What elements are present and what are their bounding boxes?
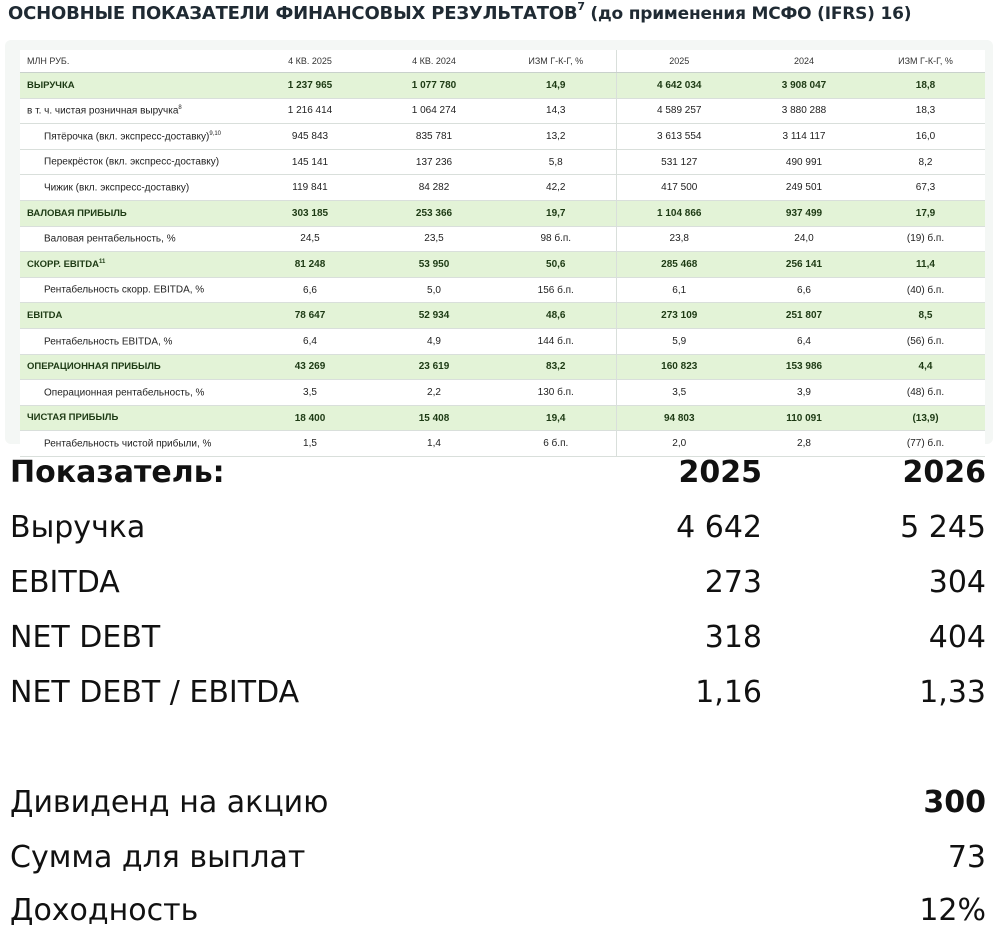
forecast-value-2025: 4 642 <box>676 510 762 545</box>
table-cell: 94 803 <box>616 405 742 431</box>
title-footnote: 7 <box>577 0 585 13</box>
table-cell: 6,6 <box>248 277 372 303</box>
row-label-text: Операционная рентабельность, % <box>44 387 205 399</box>
row-label <box>20 277 248 303</box>
table-cell: 3 908 047 <box>742 73 866 99</box>
table-row <box>20 405 985 431</box>
table-cell: 2,0 <box>616 431 742 457</box>
column-header: ИЗМ Г-К-Г, % <box>496 50 616 73</box>
table-cell: 5,0 <box>372 277 496 303</box>
column-header: 2025 <box>616 50 742 73</box>
table-cell: 153 986 <box>742 354 866 380</box>
table-cell: 15 408 <box>372 405 496 431</box>
table-cell: 23,8 <box>616 226 742 252</box>
table-cell: 251 807 <box>742 303 866 329</box>
row-label <box>20 226 248 252</box>
row-label-text: ОПЕРАЦИОННАЯ ПРИБЫЛЬ <box>27 361 161 373</box>
table-cell: 3 880 288 <box>742 98 866 124</box>
forecast-value-2025: 318 <box>704 620 762 655</box>
table-cell: 249 501 <box>742 175 866 201</box>
row-label <box>20 380 248 406</box>
column-header: МЛН РУБ. <box>20 50 248 73</box>
table-cell: 110 091 <box>742 405 866 431</box>
table-cell: 6 б.п. <box>496 431 616 457</box>
row-label <box>20 328 248 354</box>
table-cell: 4,4 <box>866 354 985 380</box>
row-label-text: Валовая рентабельность, % <box>44 233 176 245</box>
table-cell: 6,4 <box>248 328 372 354</box>
table-cell: 18,3 <box>866 98 985 124</box>
table-cell: 137 236 <box>372 149 496 175</box>
table-cell: (13,9) <box>866 405 985 431</box>
table-row <box>20 252 985 278</box>
payout-amount-label: Сумма для выплат <box>10 840 306 875</box>
table-cell: 4,9 <box>372 328 496 354</box>
table-cell: 42,2 <box>496 175 616 201</box>
row-label-text: СКОРР. EBITDA <box>27 259 99 271</box>
table-row <box>20 277 985 303</box>
table-cell: 3,5 <box>616 380 742 406</box>
dividend-yield-value: 12% <box>919 893 986 928</box>
table-row <box>20 226 985 252</box>
table-cell: 1 104 866 <box>616 200 742 226</box>
table-row <box>20 303 985 329</box>
table-cell: 303 185 <box>248 200 372 226</box>
forecast-row-label: EBITDA <box>10 565 120 600</box>
table-cell: (40) б.п. <box>866 277 985 303</box>
footnote-marker: 11 <box>98 258 106 265</box>
forecast-value-2025: 273 <box>704 565 762 600</box>
table-cell: 4 642 034 <box>616 73 742 99</box>
table-cell: 48,6 <box>496 303 616 329</box>
table-cell: 23 619 <box>372 354 496 380</box>
table-cell: 1 216 414 <box>248 98 372 124</box>
table-cell: 16,0 <box>866 124 985 150</box>
table-cell: 18,8 <box>866 73 985 99</box>
table-row <box>20 431 985 457</box>
table-cell: (77) б.п. <box>866 431 985 457</box>
row-label-text: ЧИСТАЯ ПРИБЫЛЬ <box>27 412 119 424</box>
payout-amount-value: 73 <box>947 840 986 875</box>
row-label <box>20 405 248 431</box>
table-cell: 11,4 <box>866 252 985 278</box>
table-cell: 50,6 <box>496 252 616 278</box>
table-cell: 52 934 <box>372 303 496 329</box>
table-row <box>20 200 985 226</box>
table-row <box>20 73 985 99</box>
table-cell: 1 077 780 <box>372 73 496 99</box>
table-cell: 145 141 <box>248 149 372 175</box>
column-header: 4 КВ. 2024 <box>372 50 496 73</box>
table-cell: 43 269 <box>248 354 372 380</box>
table-cell: 3,5 <box>248 380 372 406</box>
dividend-per-share-label: Дивиденд на акцию <box>10 785 329 820</box>
table-cell: 17,9 <box>866 200 985 226</box>
forecast-row-label: NET DEBT <box>10 620 161 655</box>
table-cell: 6,4 <box>742 328 866 354</box>
table-cell: 6,1 <box>616 277 742 303</box>
table-cell: 3 613 554 <box>616 124 742 150</box>
table-row <box>20 149 985 175</box>
table-row <box>20 328 985 354</box>
table-cell: 24,5 <box>248 226 372 252</box>
forecast-header-2026: 2026 <box>902 455 986 490</box>
row-label-text: Рентабельность скорр. EBITDA, % <box>44 284 205 296</box>
row-label-text: Чижик (вкл. экспресс-доставку) <box>44 182 190 194</box>
financial-results-table <box>20 50 985 457</box>
forecast-row-label: Выручка <box>10 510 146 545</box>
table-cell: 130 б.п. <box>496 380 616 406</box>
row-label <box>20 303 248 329</box>
table-cell: 5,9 <box>616 328 742 354</box>
table-cell: 8,5 <box>866 303 985 329</box>
row-label <box>20 98 248 124</box>
table-cell: 119 841 <box>248 175 372 201</box>
table-cell: 78 647 <box>248 303 372 329</box>
title-subtitle: (до применения МСФО (IFRS) 16) <box>590 4 912 24</box>
table-cell: 1 237 965 <box>248 73 372 99</box>
row-label <box>20 252 248 278</box>
table-cell: 81 248 <box>248 252 372 278</box>
row-label <box>20 73 248 99</box>
row-label <box>20 175 248 201</box>
column-header: 2024 <box>742 50 866 73</box>
table-cell: 835 781 <box>372 124 496 150</box>
table-cell: 285 468 <box>616 252 742 278</box>
forecast-value-2026: 1,33 <box>919 675 986 710</box>
table-cell: 67,3 <box>866 175 985 201</box>
table-cell: 8,2 <box>866 149 985 175</box>
table-cell: 3,9 <box>742 380 866 406</box>
forecast-header-label: Показатель: <box>10 455 225 490</box>
row-label-text: ВЫРУЧКА <box>27 79 75 91</box>
table-cell: 256 141 <box>742 252 866 278</box>
footnote-marker: 9,10 <box>209 130 222 137</box>
table-cell: 84 282 <box>372 175 496 201</box>
table-cell: 144 б.п. <box>496 328 616 354</box>
column-header: ИЗМ Г-К-Г, % <box>866 50 985 73</box>
table-cell: 13,2 <box>496 124 616 150</box>
table-row <box>20 354 985 380</box>
row-label <box>20 124 248 150</box>
table-cell: 490 991 <box>742 149 866 175</box>
page-title <box>8 2 911 28</box>
table-cell: 273 109 <box>616 303 742 329</box>
table-cell: 4 589 257 <box>616 98 742 124</box>
table-cell: 23,5 <box>372 226 496 252</box>
table-cell: 1,5 <box>248 431 372 457</box>
table-cell: 160 823 <box>616 354 742 380</box>
table-cell: 14,9 <box>496 73 616 99</box>
forecast-value-2026: 5 245 <box>900 510 986 545</box>
row-label-text: Рентабельность EBITDA, % <box>44 335 173 347</box>
table-cell: 253 366 <box>372 200 496 226</box>
row-label <box>20 200 248 226</box>
table-cell: 156 б.п. <box>496 277 616 303</box>
table-row <box>20 124 985 150</box>
dividend-yield-label: Доходность <box>10 893 199 928</box>
column-header: 4 КВ. 2025 <box>248 50 372 73</box>
row-label-text: в т. ч. чистая розничная выручка <box>27 105 179 117</box>
table-cell: 83,2 <box>496 354 616 380</box>
table-cell: 19,7 <box>496 200 616 226</box>
table-cell: 18 400 <box>248 405 372 431</box>
table-cell: 14,3 <box>496 98 616 124</box>
table-cell: 5,8 <box>496 149 616 175</box>
table-cell: (48) б.п. <box>866 380 985 406</box>
row-label-text: EBITDA <box>27 310 63 322</box>
forecast-value-2026: 304 <box>928 565 986 600</box>
table-row <box>20 380 985 406</box>
title-main: ОСНОВНЫЕ ПОКАЗАТЕЛИ ФИНАНСОВЫХ РЕЗУЛЬТАТОВ <box>8 3 578 24</box>
table-cell: 6,6 <box>742 277 866 303</box>
table-cell: 1 064 274 <box>372 98 496 124</box>
dividend-per-share-value: 300 <box>923 785 986 820</box>
forecast-value-2025: 1,16 <box>695 675 762 710</box>
table-cell: 1,4 <box>372 431 496 457</box>
table-cell: 937 499 <box>742 200 866 226</box>
row-label <box>20 149 248 175</box>
row-label <box>20 354 248 380</box>
table-cell: 24,0 <box>742 226 866 252</box>
row-label-text: ВАЛОВАЯ ПРИБЫЛЬ <box>27 207 127 219</box>
table-cell: 417 500 <box>616 175 742 201</box>
table-cell: 19,4 <box>496 405 616 431</box>
table-cell: 2,2 <box>372 380 496 406</box>
forecast-row-label: NET DEBT / EBITDA <box>10 675 300 710</box>
table-header-row <box>20 50 985 73</box>
table-row <box>20 98 985 124</box>
table-cell: 53 950 <box>372 252 496 278</box>
table-row <box>20 175 985 201</box>
row-label <box>20 431 248 457</box>
table-cell: (56) б.п. <box>866 328 985 354</box>
row-label-text: Рентабельность чистой прибыли, % <box>44 438 212 450</box>
row-label-text: Пятёрочка (вкл. экспресс-доставку) <box>44 131 210 143</box>
table-cell: 2,8 <box>742 431 866 457</box>
row-label-text: Перекрёсток (вкл. экспресс-доставку) <box>44 156 220 168</box>
forecast-value-2026: 404 <box>928 620 986 655</box>
table-cell: 3 114 117 <box>742 124 866 150</box>
table-cell: 531 127 <box>616 149 742 175</box>
table-cell: 98 б.п. <box>496 226 616 252</box>
forecast-header-2025: 2025 <box>678 455 762 490</box>
footnote-marker: 8 <box>178 105 182 112</box>
table-cell: 945 843 <box>248 124 372 150</box>
table-cell: (19) б.п. <box>866 226 985 252</box>
